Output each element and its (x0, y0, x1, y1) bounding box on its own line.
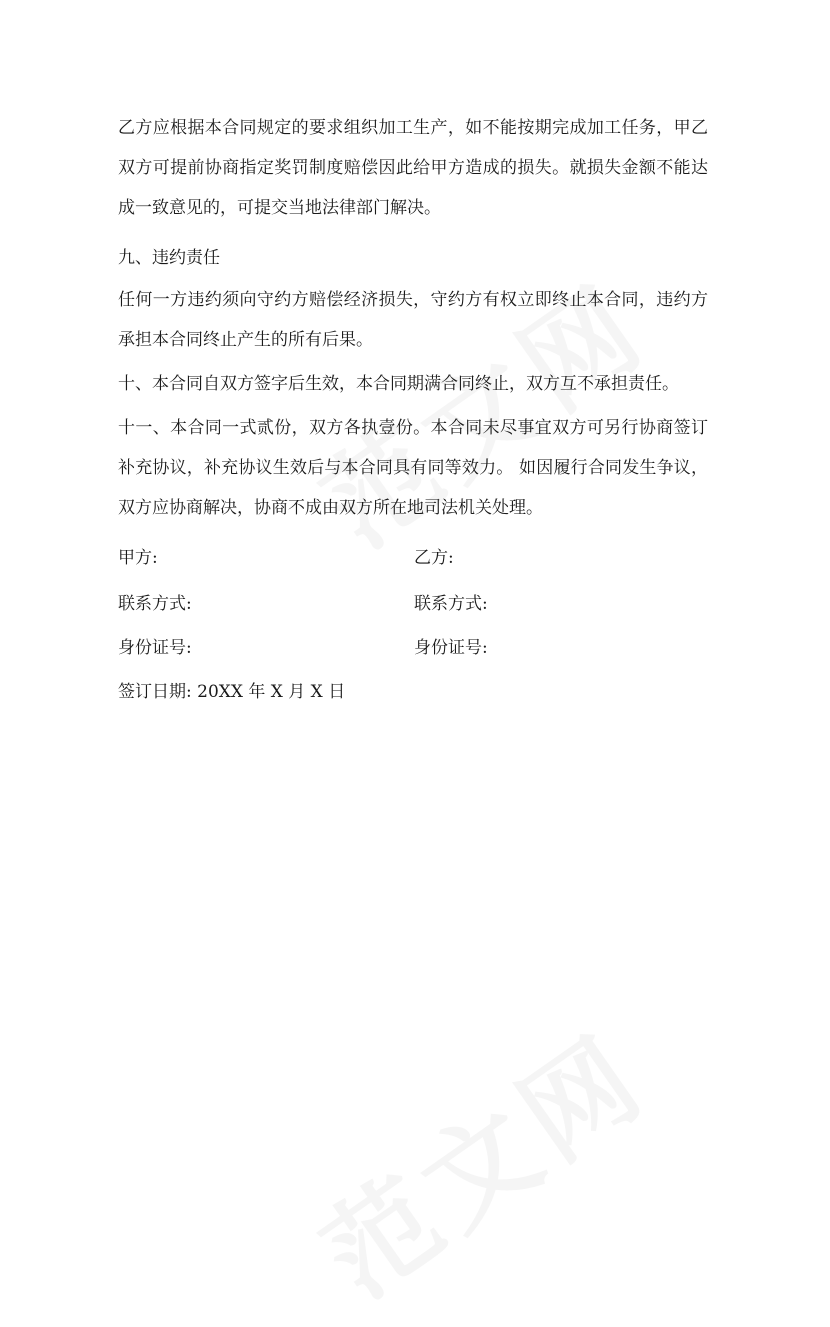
section-9-heading: 九、违约责任 (118, 248, 220, 268)
section-9-text: 任何一方违约须向守约方赔偿经济损失，守约方有权立即终止本合同，违约方承担本合同终止产生的所有后果。 (118, 290, 708, 350)
id-a-label: 身份证号: (118, 638, 192, 658)
section-11-text: 十一、本合同一式贰份，双方各执壹份。本合同未尽事宜双方可另行协商签订补充协议，补充协议生效后与本合同具有同等效力。 如因履行合同发生争议，双方应协商解决，协商不成由双方所在地司法机关处理。 (118, 418, 708, 518)
signature-id-row (118, 630, 708, 666)
signature-contact-row (118, 586, 708, 622)
signature-party-row (118, 540, 708, 576)
contact-b-label: 联系方式: (414, 594, 488, 614)
section-10-text: 十、本合同自双方签字后生效，本合同期满合同终止，双方互不承担责任。 (118, 374, 679, 394)
id-b-label: 身份证号: (414, 638, 488, 658)
party-b-label: 乙方: (414, 548, 454, 568)
watermark-text (287, 991, 673, 1327)
party-a-label: 甲方: (118, 548, 158, 568)
contact-a-label: 联系方式: (118, 594, 192, 614)
signature-date-row (118, 674, 708, 710)
sign-date: 签订日期: 20XX 年 X 月 X 日 (118, 682, 346, 702)
contract-paragraph-production: 乙方应根据本合同规定的要求组织加工生产，如不能按期完成加工任务，甲乙双方可提前协商指定奖罚制度赔偿因此给甲方造成的损失。就损失金额不能达成一致意见的，可提交当地法律部门解决。 (118, 118, 708, 218)
